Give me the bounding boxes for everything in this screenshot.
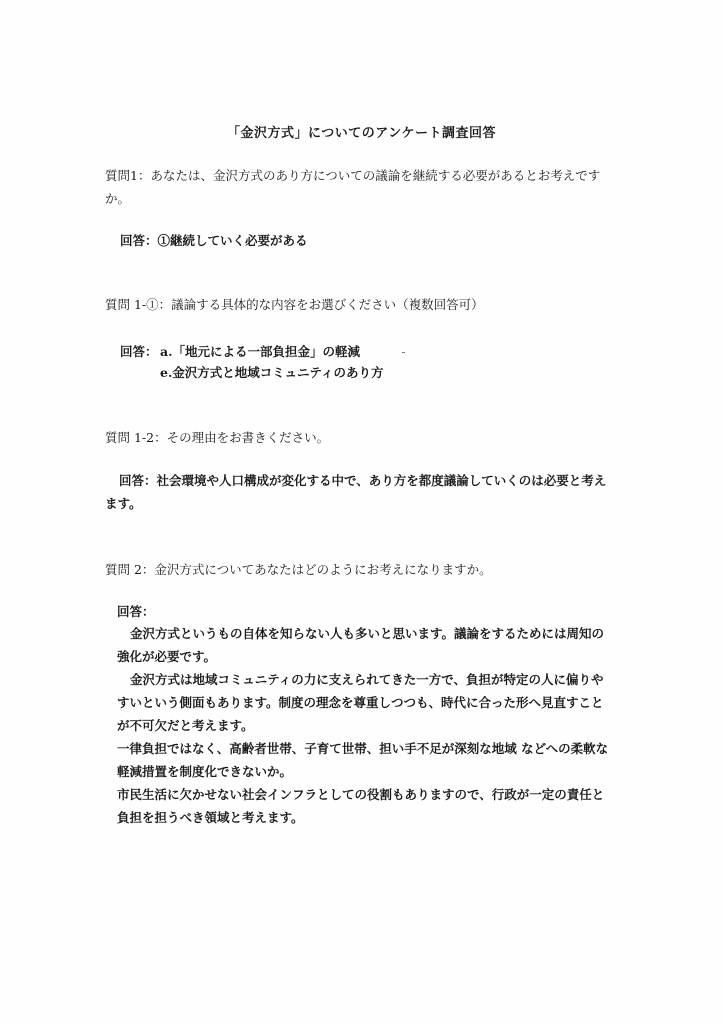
scan-speck [402, 352, 405, 353]
answer-1-1-option-e: e.金沢方式と地域コミュニティのあり方 [160, 365, 384, 380]
answer-1-2 [105, 469, 625, 515]
answer-2-line: 強化が必要です。 [117, 649, 217, 664]
answer-1: 回答：①継続していく必要がある [120, 233, 308, 248]
question-2: 質問 2：金沢方式についてあなたはどのようにお考えになりますか。 [105, 562, 492, 577]
answer-2-line: 市民生活に欠かせない社会インフラとしての役割もありますので、行政が一定の責任と [117, 787, 605, 802]
answer-2-line: 金沢方式というもの自体を知らない人も多いと思います。議論をするためには周知の [130, 626, 605, 641]
answer-2-line: 金沢方式は地域コミュニティの力に支えられてきた一方で、負担が特定の人に偏りや [130, 672, 604, 687]
question-1-line-2: か。 [105, 191, 131, 206]
question-1-2: 質問 1-2：その理由をお書きください。 [105, 430, 330, 445]
answer-2-line: が不可欠だと考えます。 [117, 718, 254, 733]
answer-2-line: 一律負担ではなく、高齢者世帯、子育て世帯、担い手不足が深刻な地域 などへの柔軟な [117, 741, 609, 756]
question-1-1: 質問 1-①：議論する具体的な内容をお選びください（複数回答可） [105, 297, 484, 312]
answer-2-line: 負担を担うべき領域と考えます。 [117, 810, 304, 825]
answer-2-body [117, 622, 627, 829]
answer-1-2-line-1: 回答：社会環境や人口構成が変化する中で、あり方を都度議論していくのは必要と考え [119, 473, 607, 488]
answer-1-1-option-a: a.「地元による一部負担金」の軽減 [160, 344, 360, 359]
question-1-line-1: 質問1：あなたは、金沢方式のあり方についての議論を継続する必要があるとお考えです [105, 168, 601, 183]
answer-2-label: 回答： [117, 604, 155, 619]
document-title: 「金沢方式」についてのアンケート調査回答 [227, 126, 496, 141]
answer-2-line: 軽減措置を制度化できないか。 [117, 764, 293, 779]
question-1 [105, 164, 635, 210]
answer-1-2-line-2: ます。 [105, 496, 142, 511]
answer-1-1-label: 回答： [120, 344, 158, 359]
answer-2-line: すいという側面もあります。制度の理念を尊重しつつも、時代に合った形へ見直すこと [117, 695, 604, 710]
